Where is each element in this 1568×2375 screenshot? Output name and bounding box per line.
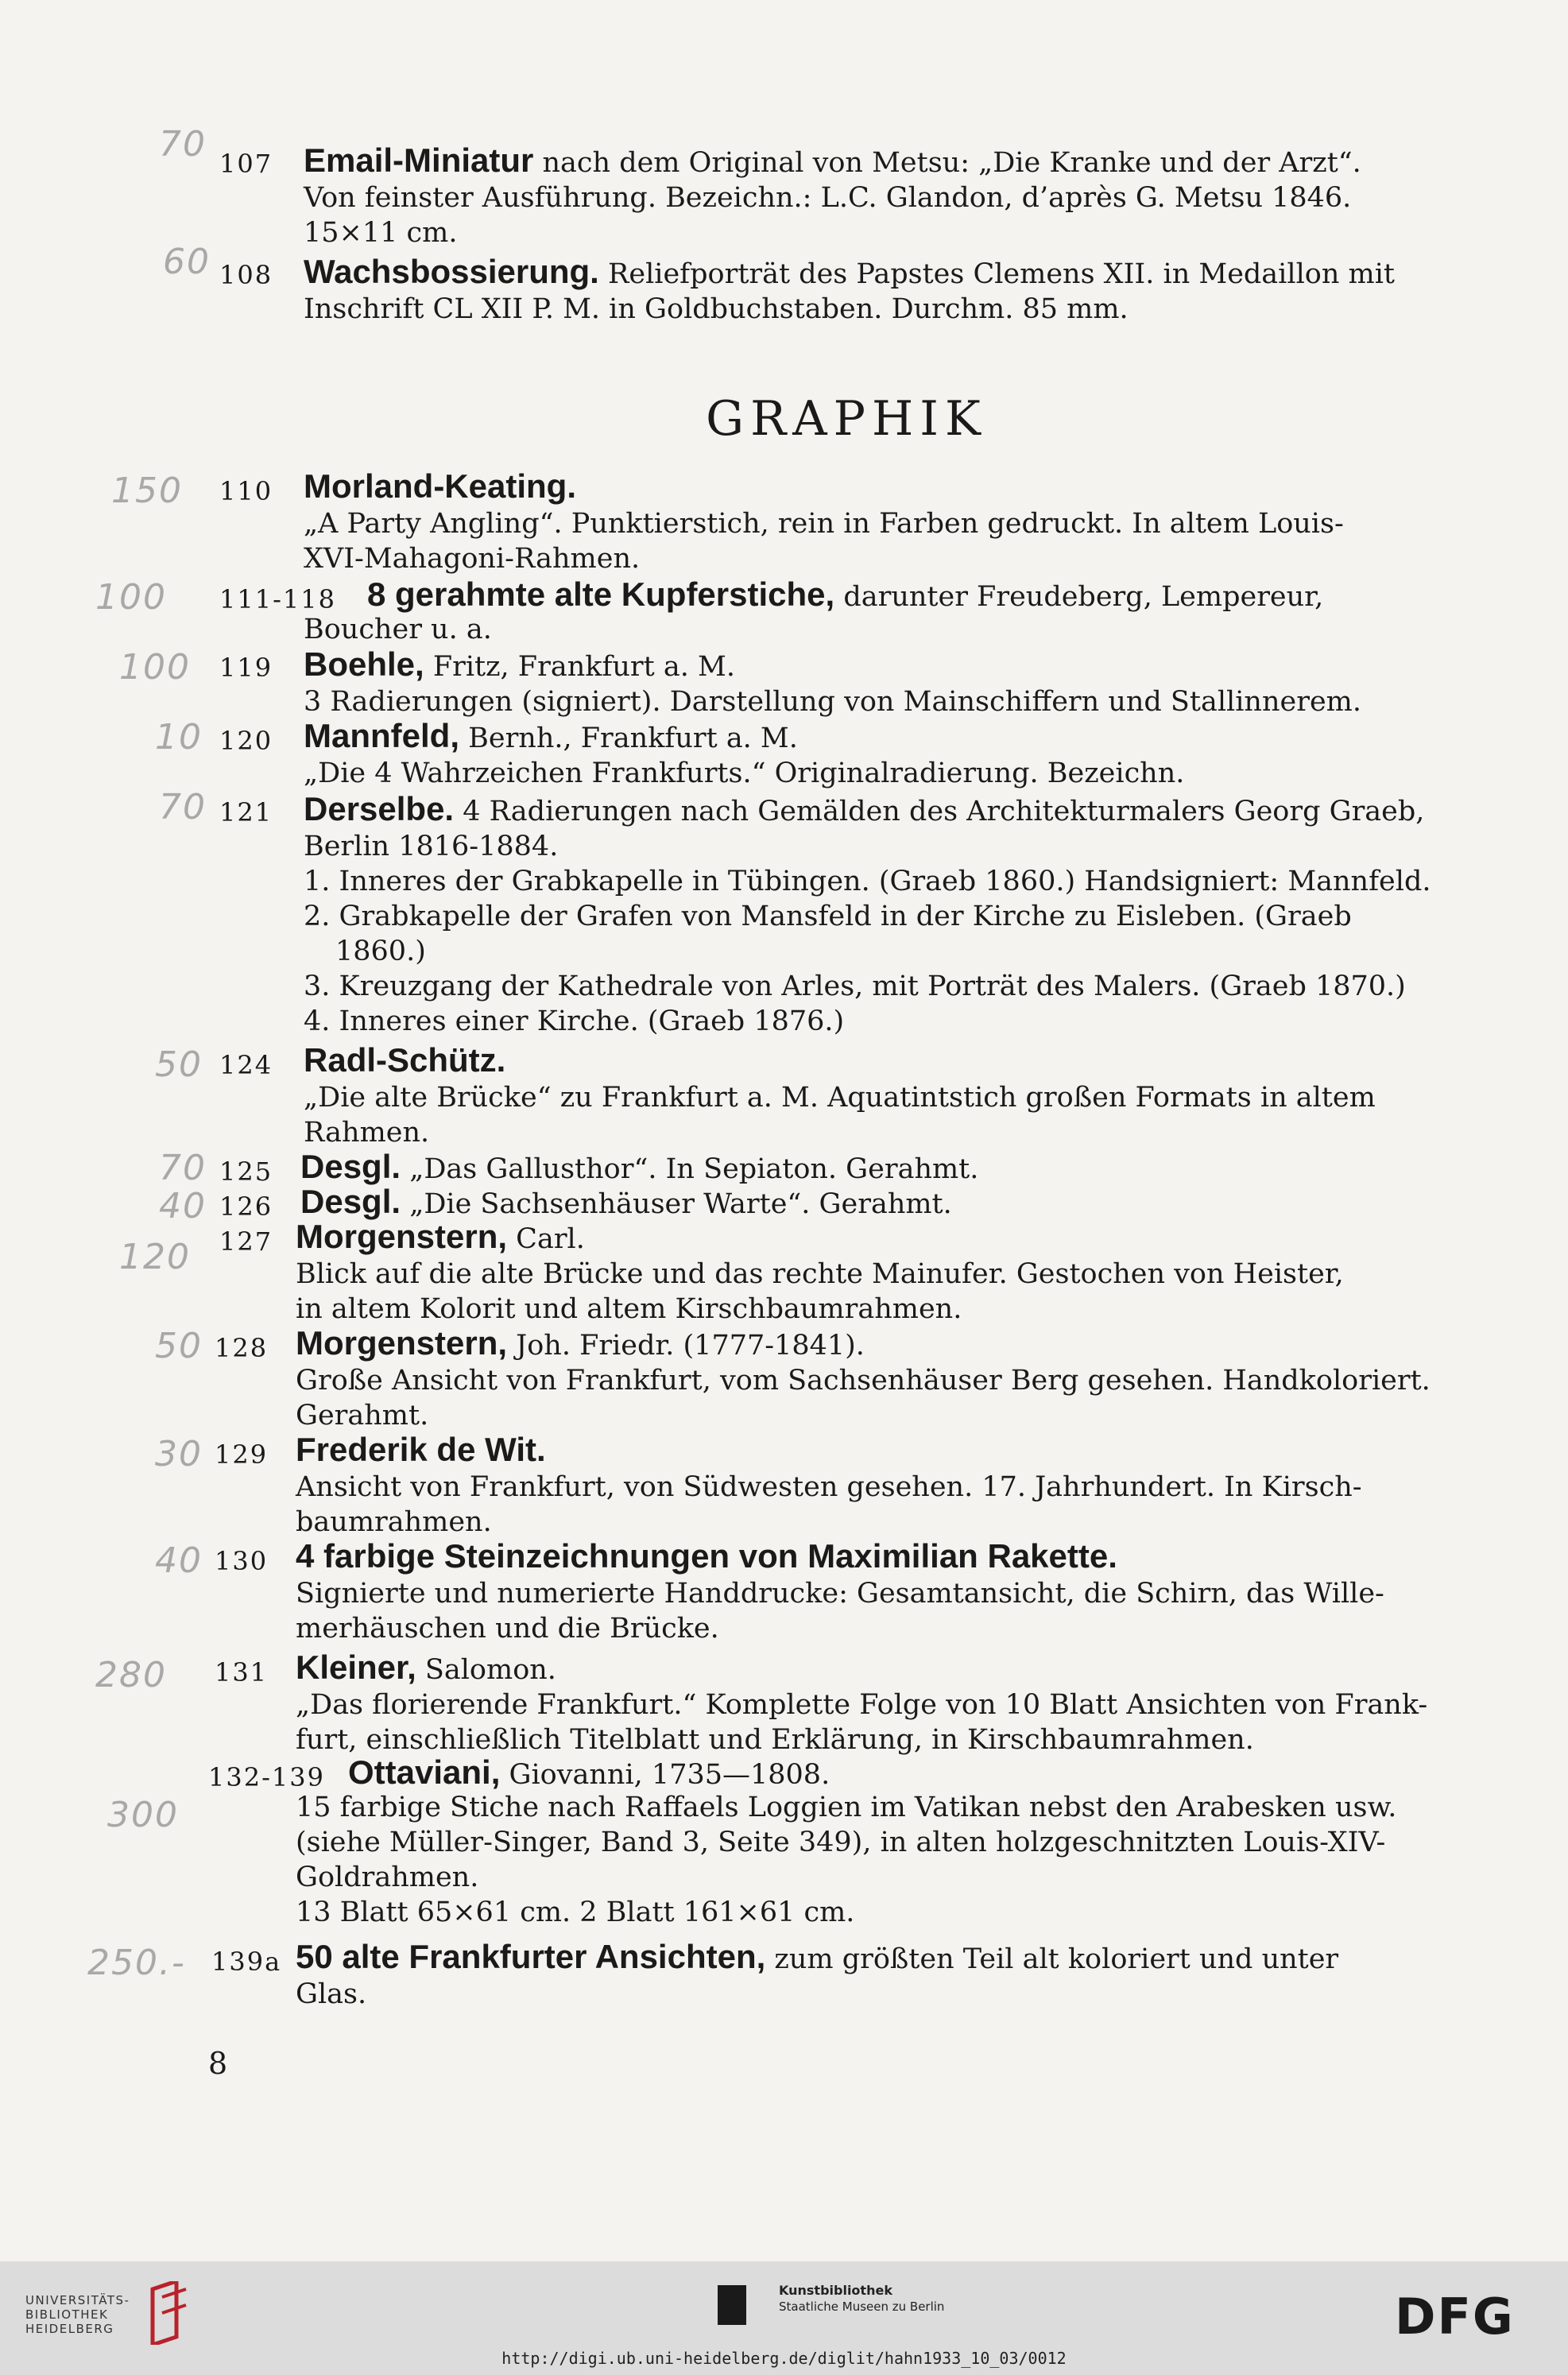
text-line: 4. Inneres einer Kirche. (Graeb 1876.) [304, 1005, 845, 1037]
text-line: „Die 4 Wahrzeichen Frankfurts.“ Originalradierung. Bezeichn. [304, 757, 1185, 789]
text-line: 3. Kreuzgang der Kathedrale von Arles, mit Porträt des Malers. (Graeb 1870.) [304, 971, 1406, 1002]
entry-heading: Mannfeld, [304, 717, 459, 754]
entry-text-cont [304, 612, 1473, 647]
entry-heading: Derselbe. [304, 790, 455, 827]
lot-number: 131 [215, 1657, 269, 1687]
text-line: Giovanni, 1735—1808. [509, 1759, 830, 1791]
museum-name: Kunstbibliothek [779, 2283, 892, 2298]
text-line: Carl. [516, 1223, 585, 1255]
entry-text [304, 1043, 1473, 1150]
entry-heading: Kleiner, [296, 1649, 416, 1686]
entry-text [304, 254, 1473, 327]
text-line: in altem Kolorit und altem Kirschbaumrahmen. [296, 1293, 962, 1325]
dfg-logo: DFG [1395, 2288, 1515, 2346]
text-line: merhäuschen und die Brücke. [296, 1613, 719, 1645]
entry-text [296, 1219, 1473, 1327]
text-line: Reliefporträt des Papstes Clemens XII. in Medaillon mit [608, 258, 1395, 290]
lot-number: 129 [215, 1439, 269, 1470]
text-line: nach dem Original von Metsu: „Die Kranke und der Arzt“. [542, 147, 1361, 179]
entry-heading: 50 alte Frankfurter Ansichten, [296, 1938, 766, 1975]
entry-heading: Wachsbossierung. [304, 253, 599, 290]
section-title: GRAPHIK [706, 391, 987, 447]
handwritten-price: 70 [159, 787, 207, 827]
entry-heading: Morland-Keating. [304, 467, 576, 505]
text-line: Rahmen. [304, 1117, 430, 1149]
text-line: „Die alte Brücke“ zu Frankfurt a. M. Aquatintstich großen Formats in altem [304, 1082, 1376, 1114]
handwritten-price: 60 [163, 242, 211, 282]
source-url-link[interactable]: http://digi.ub.uni-heidelberg.de/diglit/hahn1933_10_03/0012 [501, 2349, 1067, 2368]
entry-heading: Ottaviani, [348, 1753, 501, 1791]
entry-heading: Boehle, [304, 645, 424, 683]
handwritten-price: 100 [119, 647, 191, 688]
text-line: furt, einschließlich Titelblatt und Erklärung, in Kirschbaumrahmen. [296, 1724, 1254, 1756]
lot-number: 119 [219, 653, 273, 683]
entry-text [296, 1650, 1473, 1757]
lot-number: 126 [219, 1191, 273, 1222]
entry-text [304, 469, 1473, 576]
text-line: Berlin 1816-1884. [304, 831, 559, 862]
text-line: 4 Radierungen nach Gemälden des Architekturmalers Georg Graeb, [463, 796, 1425, 827]
text-line: 3 Radierungen (signiert). Darstellung von Mainschiffern und Stallinnerem. [304, 686, 1361, 718]
entry-text-cont [296, 1790, 1473, 1930]
text-line: 15 farbige Stiche nach Raffaels Loggien im Vatikan nebst den Arabesken usw. [296, 1792, 1397, 1823]
university-library-label [25, 2293, 130, 2336]
handwritten-price: 150 [111, 471, 183, 511]
handwritten-price: 40 [159, 1186, 207, 1226]
entry-heading: Email-Miniatur [304, 141, 534, 179]
entry-text [296, 1539, 1473, 1646]
lot-number: 121 [219, 797, 273, 827]
text-line: 1. Inneres der Grabkapelle in Tübingen. (Graeb 1860.) Handsigniert: Mannfeld. [304, 866, 1431, 897]
text-line: „A Party Angling“. Punktierstich, rein in Farben gedruckt. In altem Louis- [304, 508, 1344, 540]
handwritten-price: 40 [155, 1540, 203, 1581]
text-line: Signierte und numerierte Handdrucke: Gesamtansicht, die Schirn, das Wille- [296, 1578, 1384, 1610]
text-line: Gerahmt. [296, 1400, 429, 1432]
lot-number: 132-139 [208, 1762, 325, 1792]
entry-heading: Frederik de Wit. [296, 1431, 546, 1468]
text-line: Boucher u. a. [304, 614, 492, 645]
lot-number: 110 [219, 476, 273, 506]
text-line: Glas. [296, 1978, 367, 2010]
handwritten-price: 30 [155, 1434, 203, 1474]
entry-text [304, 647, 1473, 719]
handwritten-price: 50 [155, 1326, 203, 1366]
handwritten-price: 100 [95, 577, 167, 618]
entry-heading: 8 gerahmte alte Kupferstiche, [367, 575, 835, 613]
entry-heading: Radl-Schütz. [304, 1041, 506, 1079]
museum-label [779, 2283, 944, 2315]
text-line: Ansicht von Frankfurt, von Südwesten gesehen. 17. Jahrhundert. In Kirsch- [296, 1471, 1362, 1503]
text-line: 15×11 cm. [304, 217, 458, 249]
text-line: darunter Freudeberg, Lempereur, [843, 581, 1324, 613]
university-line: UNIVERSITÄTS- [25, 2293, 130, 2307]
entry-text [300, 1149, 1473, 1187]
entry-heading: 4 farbige Steinzeichnungen von Maximilian Rakette. [296, 1537, 1117, 1575]
handwritten-price: 300 [107, 1795, 179, 1835]
text-line: (siehe Müller-Singer, Band 3, Seite 349), in alten holzgeschnitzten Louis-XIV- [296, 1827, 1386, 1858]
text-line: Joh. Friedr. (1777-1841). [516, 1330, 865, 1362]
university-line: BIBLIOTHEK [25, 2307, 109, 2322]
text-line: Goldrahmen. [296, 1862, 479, 1893]
entry-text [296, 1939, 1473, 2012]
text-line: „Das Gallusthor“. In Sepiaton. Gerahmt. [409, 1153, 979, 1185]
entry-text [304, 792, 1473, 1039]
text-line: Von feinster Ausführung. Bezeichn.: L.C. Glandon, d’après G. Metsu 1846. [304, 182, 1352, 214]
text-line: Fritz, Frankfurt a. M. [432, 651, 735, 683]
text-line: zum größten Teil alt koloriert und unter [774, 1943, 1339, 1975]
lot-number: 108 [219, 260, 273, 290]
text-line: Salomon. [424, 1654, 556, 1686]
lot-number: 139a [211, 1947, 282, 1977]
university-line: HEIDELBERG [25, 2322, 114, 2336]
handwritten-price: 10 [155, 717, 203, 757]
entry-heading: Morgenstern, [296, 1218, 508, 1255]
handwritten-price: 250.- [87, 1943, 186, 1983]
text-line: „Die Sachsenhäuser Warte“. Gerahmt. [409, 1188, 952, 1220]
text-line: XVI-Mahagoni-Rahmen. [304, 543, 641, 575]
lot-number: 125 [219, 1157, 273, 1187]
entry-heading: Morgenstern, [296, 1324, 508, 1362]
lot-number: 124 [219, 1050, 273, 1080]
entry-text [296, 1326, 1473, 1433]
lot-number: 127 [219, 1226, 273, 1257]
text-line: 13 Blatt 65×61 cm. 2 Blatt 161×61 cm. [296, 1897, 855, 1928]
handwritten-price: 70 [159, 1148, 207, 1188]
lot-number: 128 [215, 1333, 269, 1363]
text-line: Bernh., Frankfurt a. M. [468, 723, 798, 754]
lot-number: 120 [219, 726, 273, 756]
text-line: baumrahmen. [296, 1506, 492, 1538]
handwritten-price: 70 [159, 124, 207, 165]
text-line: Blick auf die alte Brücke und das rechte Mainufer. Gestochen von Heister, [296, 1258, 1344, 1290]
entry-text [348, 1755, 1473, 1792]
entry-heading: Desgl. [300, 1148, 401, 1185]
entry-text [304, 143, 1473, 250]
page-number: 8 [208, 2046, 228, 2081]
handwritten-price: 120 [119, 1237, 191, 1277]
text-line: „Das florierende Frankfurt.“ Komplette Folge von 10 Blatt Ansichten von Frank- [296, 1689, 1428, 1721]
handwritten-price: 280 [95, 1655, 167, 1695]
entry-heading: Desgl. [300, 1183, 401, 1220]
lot-number: 130 [215, 1546, 269, 1576]
university-logo-icon [145, 2281, 192, 2345]
kunstbibliothek-logo-icon [718, 2285, 746, 2325]
museum-subtitle: Staatliche Museen zu Berlin [779, 2299, 945, 2314]
text-line: 2. Grabkapelle der Grafen von Mansfeld in der Kirche zu Eisleben. (Graeb [304, 901, 1352, 932]
text-line: Inschrift CL XII P. M. in Goldbuchstaben. Durchm. 85 mm. [304, 293, 1129, 325]
lot-number: 111-118 [219, 584, 336, 614]
text-line: 1860.) [335, 936, 426, 967]
entry-text [296, 1432, 1473, 1540]
entry-text [300, 1184, 1473, 1222]
entry-text [304, 719, 1473, 791]
lot-number: 107 [219, 149, 273, 179]
entry-text [367, 577, 1473, 614]
text-line: Große Ansicht von Frankfurt, vom Sachsenhäuser Berg gesehen. Handkoloriert. [296, 1365, 1431, 1397]
handwritten-price: 50 [155, 1044, 203, 1085]
